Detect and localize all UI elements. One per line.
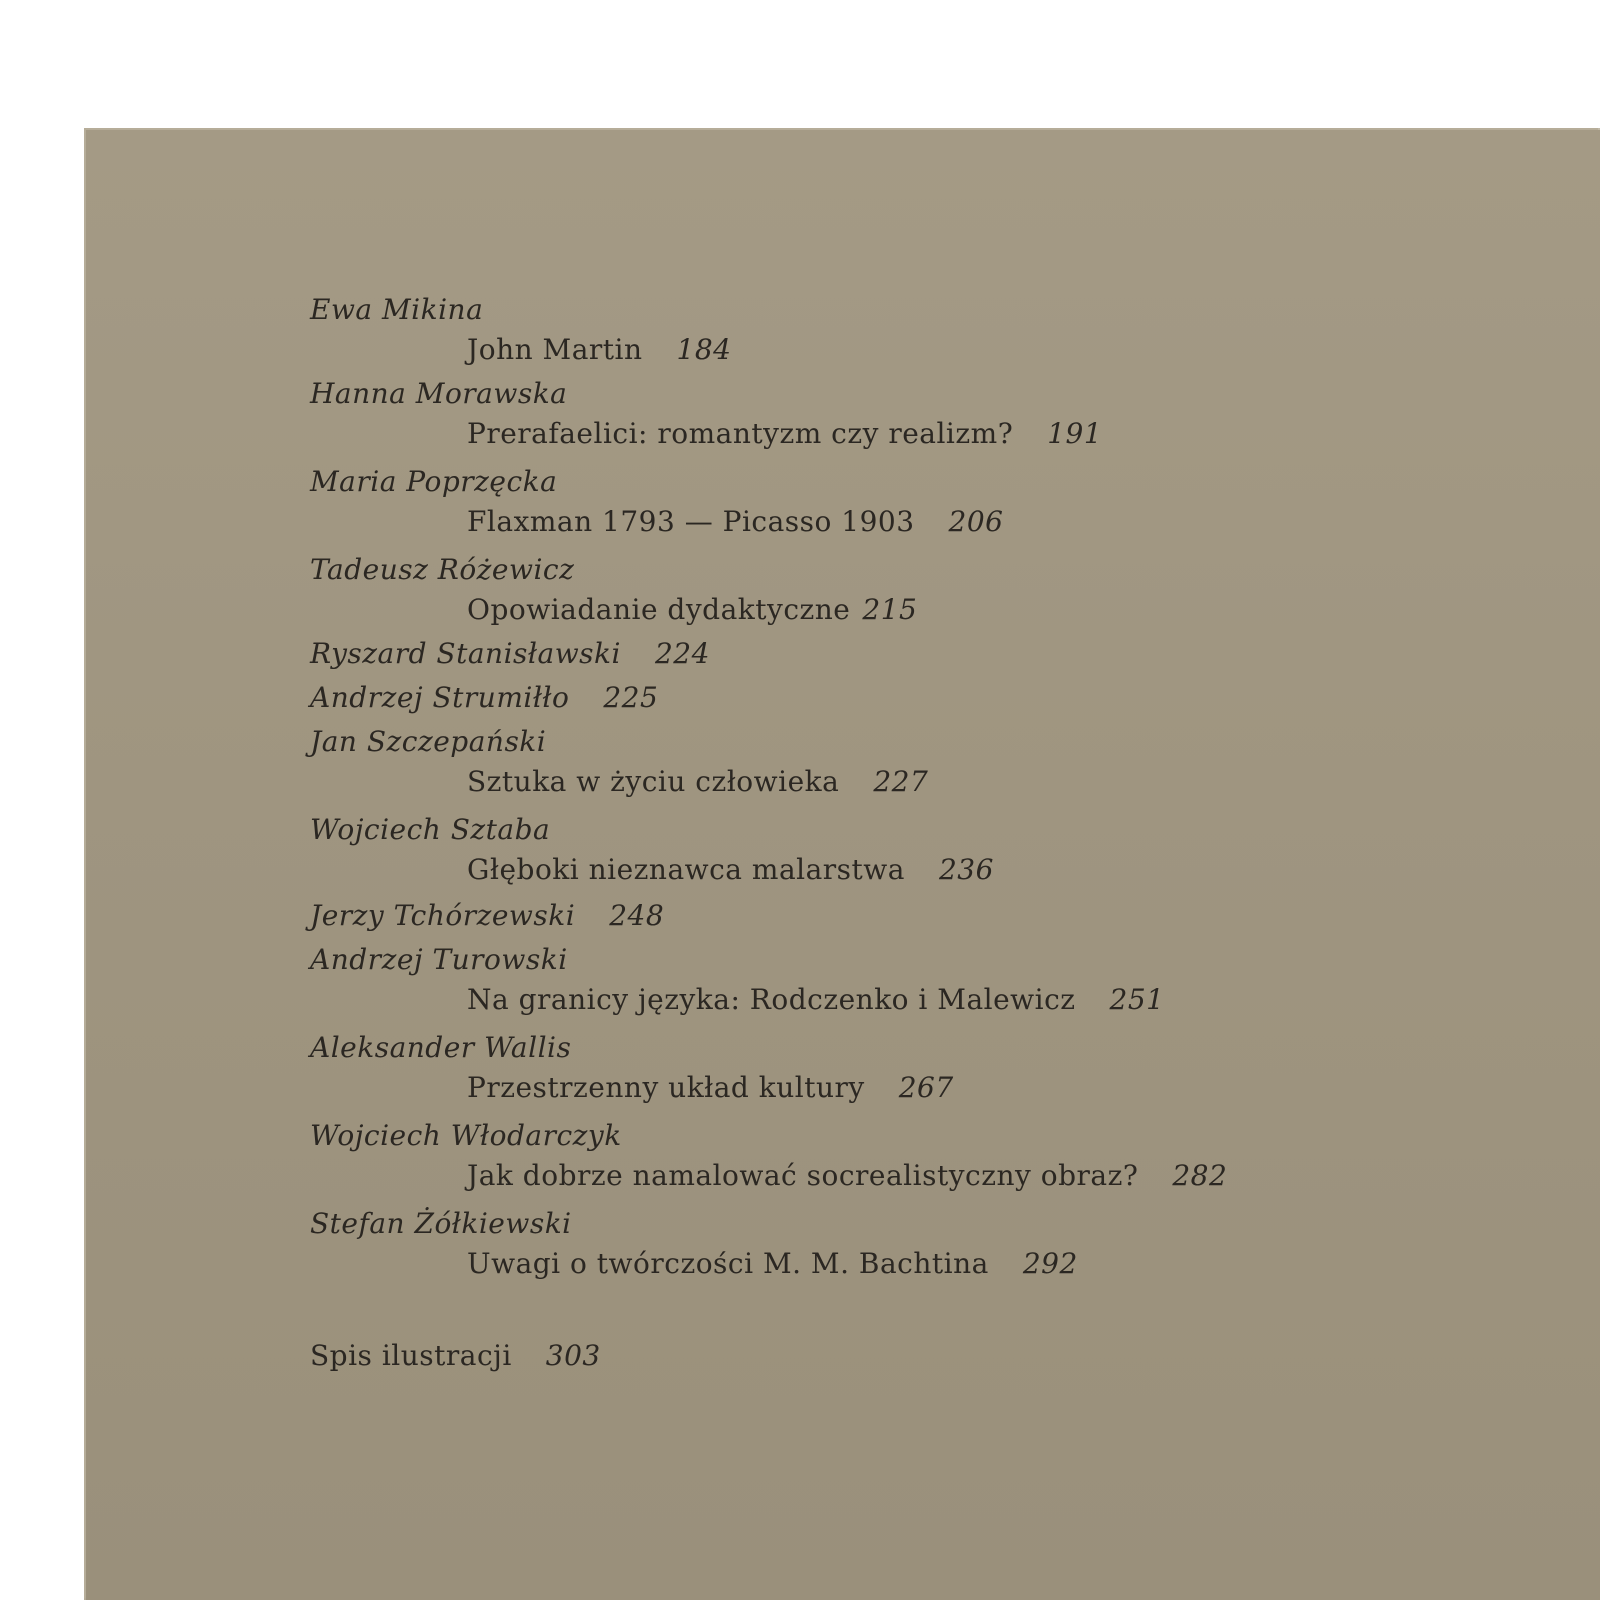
toc-author: Andrzej Turowski: [310, 943, 568, 976]
toc-title: Jak dobrze namalować socrealistyczny obraz? 282: [467, 1159, 1228, 1192]
page-number: 224: [654, 637, 710, 670]
toc-author: Stefan Żółkiewski: [310, 1207, 572, 1240]
toc-author: Jerzy Tchórzewski 248: [310, 899, 665, 932]
page-number: 303: [545, 1339, 601, 1372]
toc-author: Ewa Mikina: [310, 293, 484, 326]
page-number: 225: [603, 681, 659, 714]
toc-title: Prerafaelici: romantyzm czy realizm? 191: [467, 417, 1103, 450]
toc-author: Hanna Morawska: [310, 377, 568, 410]
toc-title: Opowiadanie dydaktyczne 215: [467, 593, 918, 626]
toc-author: Tadeusz Różewicz: [310, 553, 575, 586]
page-number: 236: [938, 853, 994, 886]
page-number: 191: [1047, 417, 1103, 450]
toc-author: Wojciech Sztaba: [310, 813, 551, 846]
page-number: 292: [1022, 1247, 1078, 1280]
toc-author: Wojciech Włodarczyk: [310, 1119, 622, 1152]
page-number: 248: [609, 899, 665, 932]
toc-title: Głęboki nieznawca malarstwa 236: [467, 853, 994, 886]
toc-title: Flaxman 1793 — Picasso 1903 206: [467, 505, 1004, 538]
page-number: 251: [1109, 983, 1165, 1016]
toc-author: Aleksander Wallis: [310, 1031, 572, 1064]
toc-author: Ryszard Stanisławski 224: [310, 637, 710, 670]
page-number: 206: [948, 505, 1004, 538]
toc-author: Maria Poprzęcka: [310, 465, 558, 498]
page-number: 227: [873, 765, 929, 798]
page-number: 184: [676, 333, 732, 366]
page-number: 267: [898, 1071, 954, 1104]
toc-footer-entry: Spis ilustracji 303: [310, 1339, 601, 1372]
toc-title: Na granicy języka: Rodczenko i Malewicz 251: [467, 983, 1165, 1016]
page-number: 215: [862, 593, 918, 626]
toc-title: Uwagi o twórczości M. M. Bachtina 292: [467, 1247, 1078, 1280]
toc-title: Przestrzenny układ kultury 267: [467, 1071, 954, 1104]
toc-author: Jan Szczepański: [310, 725, 547, 758]
page-number: 282: [1172, 1159, 1228, 1192]
toc-title: Sztuka w życiu człowieka 227: [467, 765, 929, 798]
toc-title: John Martin 184: [467, 333, 732, 366]
toc-author: Andrzej Strumiłło 225: [310, 681, 659, 714]
